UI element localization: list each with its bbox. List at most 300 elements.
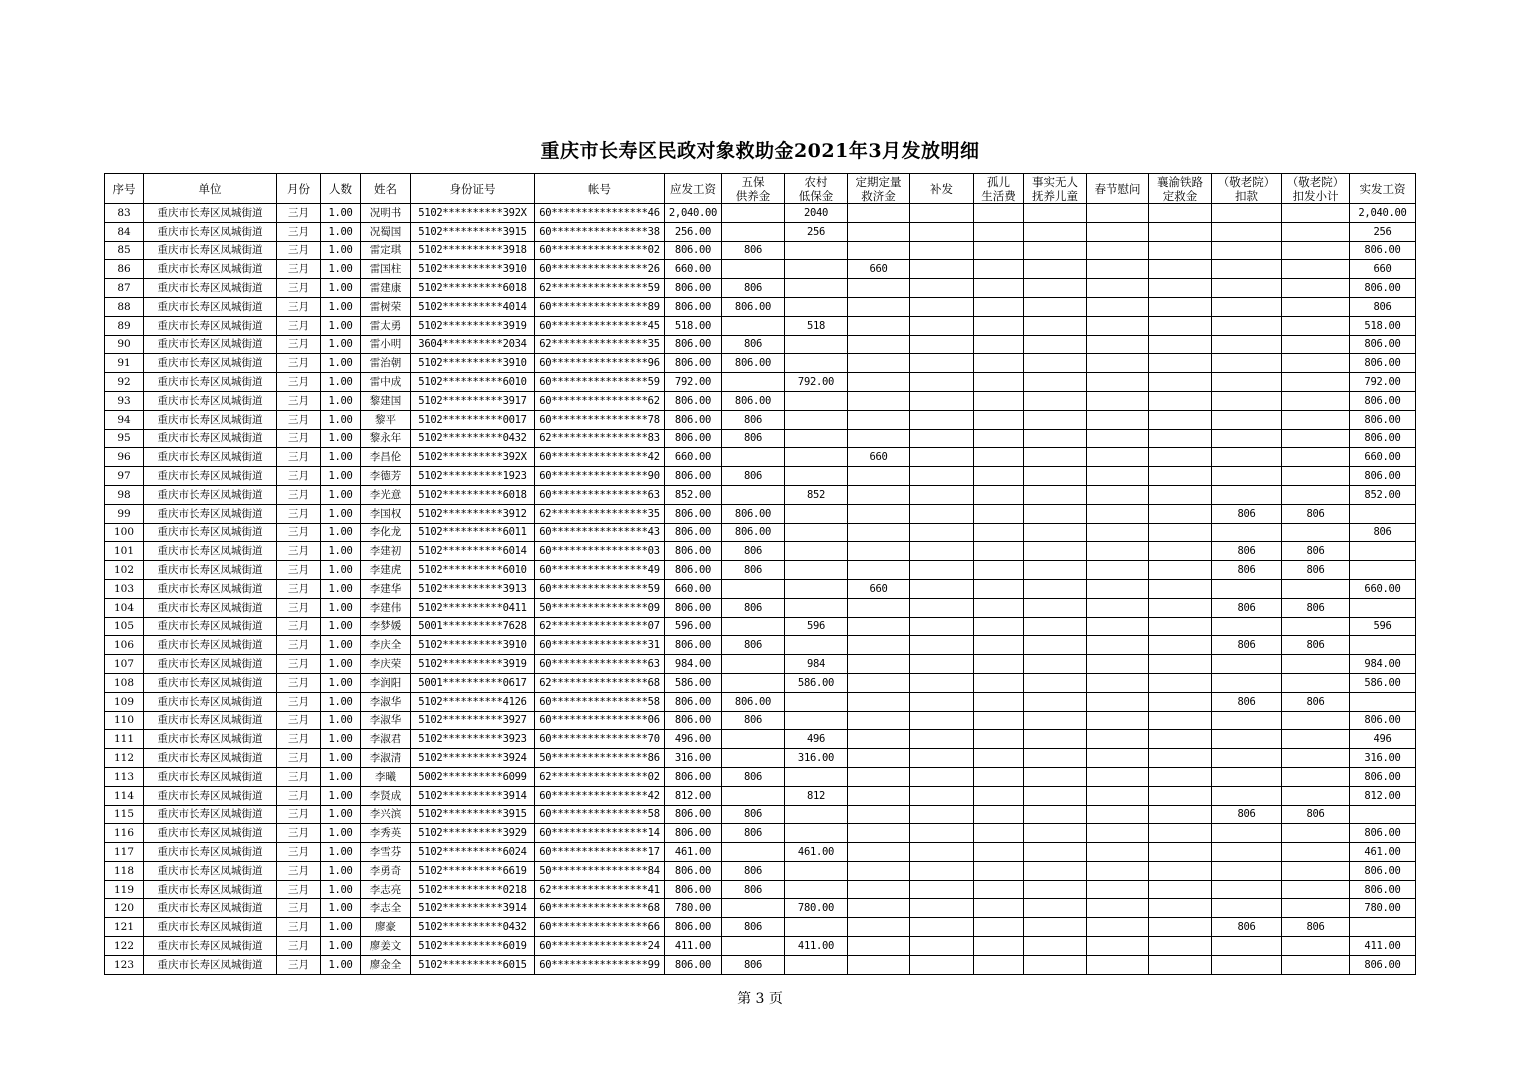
table-row: [105, 561, 1416, 580]
payable-cell: 411.00: [665, 937, 722, 956]
orphan-allowance-cell: [974, 843, 1024, 862]
id-number-cell: 5102**********3910: [411, 260, 535, 279]
name-cell: 李德芳: [361, 467, 411, 486]
account-cell: 60****************68: [535, 899, 665, 918]
unsupported-child-cell: [1024, 523, 1087, 542]
month-cell: 三月: [277, 542, 321, 561]
five-guarantee-cell: 806: [722, 880, 785, 899]
railway-relief-cell: [1149, 391, 1212, 410]
railway-relief-cell: [1149, 918, 1212, 937]
month-cell: 三月: [277, 241, 321, 260]
account-cell: 60****************96: [535, 354, 665, 373]
name-cell: 李志亮: [361, 880, 411, 899]
regular-relief-cell: [848, 391, 910, 410]
month-cell: 三月: [277, 504, 321, 523]
five-guarantee-cell: 806.00: [722, 692, 785, 711]
railway-relief-cell: [1149, 749, 1212, 768]
name-cell: 廖豪: [361, 918, 411, 937]
name-cell: 李淑清: [361, 749, 411, 768]
payable-cell: 806.00: [665, 241, 722, 260]
page-title: 重庆市长寿区民政对象救助金2021年3月发放明细: [540, 140, 980, 162]
month-cell: 三月: [277, 880, 321, 899]
table-row: [105, 467, 1416, 486]
railway-relief-cell: [1149, 485, 1212, 504]
unsupported-child-cell: [1024, 880, 1087, 899]
seq-cell: 99: [105, 504, 144, 523]
rural-subsistence-cell: [785, 861, 848, 880]
back-pay-cell: [910, 730, 974, 749]
rural-subsistence-cell: [785, 579, 848, 598]
spring-festival-cell: [1087, 241, 1149, 260]
payable-cell: 806.00: [665, 880, 722, 899]
unit-cell: 重庆市长寿区凤城街道: [144, 373, 277, 392]
five-guarantee-cell: 806: [722, 805, 785, 824]
payable-cell: 806.00: [665, 711, 722, 730]
rural-subsistence-cell: 316.00: [785, 749, 848, 768]
nursing-deduction-cell: [1212, 673, 1282, 692]
id-number-cell: 5102**********6014: [411, 542, 535, 561]
seq-cell: 88: [105, 297, 144, 316]
id-number-cell: 5102**********4014: [411, 297, 535, 316]
name-cell: 况明书: [361, 204, 411, 223]
nursing-subtotal-cell: 806: [1282, 598, 1350, 617]
account-cell: 60****************45: [535, 316, 665, 335]
count-cell: 1.00: [321, 485, 361, 504]
nursing-deduction-cell: [1212, 297, 1282, 316]
railway-relief-cell: [1149, 711, 1212, 730]
id-number-cell: 5102**********3919: [411, 316, 535, 335]
table-row: [105, 373, 1416, 392]
unsupported-child-cell: [1024, 335, 1087, 354]
unit-cell: 重庆市长寿区凤城街道: [144, 861, 277, 880]
unit-cell: 重庆市长寿区凤城街道: [144, 542, 277, 561]
unsupported-child-cell: [1024, 542, 1087, 561]
unsupported-child-cell: [1024, 598, 1087, 617]
table-row: [105, 918, 1416, 937]
table-row: [105, 297, 1416, 316]
regular-relief-cell: [848, 354, 910, 373]
railway-relief-cell: [1149, 655, 1212, 674]
nursing-deduction-cell: [1212, 711, 1282, 730]
railway-relief-cell: [1149, 448, 1212, 467]
rural-subsistence-cell: 518: [785, 316, 848, 335]
seq-cell: 115: [105, 805, 144, 824]
back-pay-cell: [910, 373, 974, 392]
account-cell: 62****************83: [535, 429, 665, 448]
nursing-deduction-cell: [1212, 354, 1282, 373]
count-cell: 1.00: [321, 391, 361, 410]
actual-pay-cell: 852.00: [1350, 485, 1416, 504]
rural-subsistence-cell: 496: [785, 730, 848, 749]
id-number-cell: 5102**********3917: [411, 391, 535, 410]
back-pay-cell: [910, 655, 974, 674]
orphan-allowance-cell: [974, 316, 1024, 335]
month-cell: 三月: [277, 861, 321, 880]
month-cell: 三月: [277, 279, 321, 298]
unit-cell: 重庆市长寿区凤城街道: [144, 335, 277, 354]
account-cell: 60****************89: [535, 297, 665, 316]
rural-subsistence-cell: 596: [785, 617, 848, 636]
nursing-subtotal-cell: [1282, 655, 1350, 674]
column-header: 定期定量 救济金: [848, 174, 910, 204]
regular-relief-cell: [848, 730, 910, 749]
railway-relief-cell: [1149, 673, 1212, 692]
count-cell: 1.00: [321, 617, 361, 636]
table-row: [105, 204, 1416, 223]
rural-subsistence-cell: [785, 955, 848, 974]
account-cell: 60****************02: [535, 241, 665, 260]
unsupported-child-cell: [1024, 843, 1087, 862]
count-cell: 1.00: [321, 542, 361, 561]
payable-cell: 806.00: [665, 542, 722, 561]
month-cell: 三月: [277, 561, 321, 580]
name-cell: 李庆全: [361, 636, 411, 655]
count-cell: 1.00: [321, 767, 361, 786]
nursing-subtotal-cell: [1282, 730, 1350, 749]
back-pay-cell: [910, 673, 974, 692]
nursing-subtotal-cell: [1282, 429, 1350, 448]
month-cell: 三月: [277, 805, 321, 824]
regular-relief-cell: [848, 617, 910, 636]
column-header: 姓名: [361, 174, 411, 204]
nursing-subtotal-cell: 806: [1282, 561, 1350, 580]
account-cell: 60****************62: [535, 391, 665, 410]
id-number-cell: 5102**********0432: [411, 918, 535, 937]
rural-subsistence-cell: [785, 297, 848, 316]
nursing-deduction-cell: 806: [1212, 805, 1282, 824]
unsupported-child-cell: [1024, 448, 1087, 467]
nursing-subtotal-cell: [1282, 767, 1350, 786]
payable-cell: 806.00: [665, 297, 722, 316]
count-cell: 1.00: [321, 467, 361, 486]
month-cell: 三月: [277, 692, 321, 711]
unit-cell: 重庆市长寿区凤城街道: [144, 561, 277, 580]
actual-pay-cell: [1350, 598, 1416, 617]
unsupported-child-cell: [1024, 467, 1087, 486]
nursing-deduction-cell: 806: [1212, 598, 1282, 617]
actual-pay-cell: [1350, 561, 1416, 580]
rural-subsistence-cell: 256: [785, 222, 848, 241]
nursing-subtotal-cell: [1282, 673, 1350, 692]
nursing-deduction-cell: [1212, 316, 1282, 335]
spring-festival-cell: [1087, 617, 1149, 636]
nursing-deduction-cell: 806: [1212, 636, 1282, 655]
nursing-subtotal-cell: [1282, 391, 1350, 410]
regular-relief-cell: [848, 955, 910, 974]
month-cell: 三月: [277, 448, 321, 467]
table-row: [105, 937, 1416, 956]
orphan-allowance-cell: [974, 354, 1024, 373]
unsupported-child-cell: [1024, 655, 1087, 674]
name-cell: 李庆荣: [361, 655, 411, 674]
rural-subsistence-cell: [785, 354, 848, 373]
nursing-deduction-cell: [1212, 410, 1282, 429]
regular-relief-cell: [848, 410, 910, 429]
column-header: 春节慰问: [1087, 174, 1149, 204]
back-pay-cell: [910, 316, 974, 335]
unsupported-child-cell: [1024, 899, 1087, 918]
nursing-deduction-cell: [1212, 485, 1282, 504]
railway-relief-cell: [1149, 354, 1212, 373]
count-cell: 1.00: [321, 316, 361, 335]
column-header: （敬老院） 扣发小计: [1282, 174, 1350, 204]
five-guarantee-cell: 806: [722, 561, 785, 580]
seq-cell: 116: [105, 824, 144, 843]
regular-relief-cell: 660: [848, 448, 910, 467]
month-cell: 三月: [277, 410, 321, 429]
count-cell: 1.00: [321, 918, 361, 937]
id-number-cell: 5102**********3927: [411, 711, 535, 730]
spring-festival-cell: [1087, 918, 1149, 937]
seq-cell: 95: [105, 429, 144, 448]
spring-festival-cell: [1087, 429, 1149, 448]
nursing-subtotal-cell: [1282, 316, 1350, 335]
unsupported-child-cell: [1024, 241, 1087, 260]
nursing-deduction-cell: [1212, 241, 1282, 260]
unsupported-child-cell: [1024, 429, 1087, 448]
table-row: [105, 730, 1416, 749]
actual-pay-cell: 792.00: [1350, 373, 1416, 392]
rural-subsistence-cell: [785, 260, 848, 279]
five-guarantee-cell: 806: [722, 636, 785, 655]
unsupported-child-cell: [1024, 561, 1087, 580]
back-pay-cell: [910, 429, 974, 448]
column-header: 五保 供养金: [722, 174, 785, 204]
railway-relief-cell: [1149, 561, 1212, 580]
id-number-cell: 5102**********392X: [411, 204, 535, 223]
five-guarantee-cell: 806: [722, 711, 785, 730]
table-row: [105, 824, 1416, 843]
back-pay-cell: [910, 711, 974, 730]
unsupported-child-cell: [1024, 354, 1087, 373]
railway-relief-cell: [1149, 730, 1212, 749]
count-cell: 1.00: [321, 955, 361, 974]
month-cell: 三月: [277, 749, 321, 768]
month-cell: 三月: [277, 711, 321, 730]
unit-cell: 重庆市长寿区凤城街道: [144, 673, 277, 692]
actual-pay-cell: 256: [1350, 222, 1416, 241]
name-cell: 李志全: [361, 899, 411, 918]
five-guarantee-cell: 806: [722, 918, 785, 937]
rural-subsistence-cell: [785, 805, 848, 824]
payable-cell: 792.00: [665, 373, 722, 392]
rural-subsistence-cell: [785, 391, 848, 410]
rural-subsistence-cell: [785, 918, 848, 937]
payable-cell: 806.00: [665, 504, 722, 523]
account-cell: 60****************58: [535, 692, 665, 711]
railway-relief-cell: [1149, 222, 1212, 241]
orphan-allowance-cell: [974, 523, 1024, 542]
orphan-allowance-cell: [974, 937, 1024, 956]
orphan-allowance-cell: [974, 260, 1024, 279]
orphan-allowance-cell: [974, 373, 1024, 392]
payable-cell: 806.00: [665, 523, 722, 542]
account-cell: 60****************99: [535, 955, 665, 974]
count-cell: 1.00: [321, 673, 361, 692]
nursing-subtotal-cell: [1282, 222, 1350, 241]
account-cell: 62****************68: [535, 673, 665, 692]
table-row: [105, 749, 1416, 768]
railway-relief-cell: [1149, 410, 1212, 429]
account-cell: 60****************06: [535, 711, 665, 730]
name-cell: 李勇奇: [361, 861, 411, 880]
spring-festival-cell: [1087, 937, 1149, 956]
id-number-cell: 3604**********2034: [411, 335, 535, 354]
railway-relief-cell: [1149, 241, 1212, 260]
five-guarantee-cell: 806: [722, 335, 785, 354]
nursing-deduction-cell: [1212, 730, 1282, 749]
regular-relief-cell: [848, 373, 910, 392]
nursing-deduction-cell: [1212, 391, 1282, 410]
count-cell: 1.00: [321, 260, 361, 279]
id-number-cell: 5102**********3915: [411, 222, 535, 241]
seq-cell: 89: [105, 316, 144, 335]
five-guarantee-cell: 806.00: [722, 354, 785, 373]
actual-pay-cell: [1350, 805, 1416, 824]
seq-cell: 121: [105, 918, 144, 937]
back-pay-cell: [910, 335, 974, 354]
count-cell: 1.00: [321, 861, 361, 880]
payable-cell: 806.00: [665, 955, 722, 974]
unsupported-child-cell: [1024, 711, 1087, 730]
month-cell: 三月: [277, 824, 321, 843]
five-guarantee-cell: 806.00: [722, 391, 785, 410]
id-number-cell: 5102**********6010: [411, 373, 535, 392]
regular-relief-cell: [848, 767, 910, 786]
orphan-allowance-cell: [974, 598, 1024, 617]
table-row: [105, 448, 1416, 467]
table-row: [105, 222, 1416, 241]
railway-relief-cell: [1149, 279, 1212, 298]
unit-cell: 重庆市长寿区凤城街道: [144, 899, 277, 918]
five-guarantee-cell: 806: [722, 598, 785, 617]
rural-subsistence-cell: [785, 241, 848, 260]
back-pay-cell: [910, 824, 974, 843]
unit-cell: 重庆市长寿区凤城街道: [144, 655, 277, 674]
name-cell: 李建华: [361, 579, 411, 598]
nursing-subtotal-cell: [1282, 297, 1350, 316]
account-cell: 60****************43: [535, 523, 665, 542]
nursing-subtotal-cell: [1282, 467, 1350, 486]
five-guarantee-cell: 806: [722, 955, 785, 974]
column-header: 补发: [910, 174, 974, 204]
month-cell: 三月: [277, 617, 321, 636]
orphan-allowance-cell: [974, 504, 1024, 523]
nursing-deduction-cell: 806: [1212, 542, 1282, 561]
unit-cell: 重庆市长寿区凤城街道: [144, 241, 277, 260]
five-guarantee-cell: 806: [722, 279, 785, 298]
spring-festival-cell: [1087, 899, 1149, 918]
spring-festival-cell: [1087, 448, 1149, 467]
table-row: [105, 786, 1416, 805]
spring-festival-cell: [1087, 204, 1149, 223]
unit-cell: 重庆市长寿区凤城街道: [144, 730, 277, 749]
orphan-allowance-cell: [974, 241, 1024, 260]
table-row: [105, 636, 1416, 655]
regular-relief-cell: [848, 485, 910, 504]
seq-cell: 101: [105, 542, 144, 561]
table-row: [105, 391, 1416, 410]
id-number-cell: 5102**********3910: [411, 636, 535, 655]
spring-festival-cell: [1087, 711, 1149, 730]
spring-festival-cell: [1087, 467, 1149, 486]
id-number-cell: 5002**********6099: [411, 767, 535, 786]
railway-relief-cell: [1149, 786, 1212, 805]
seq-cell: 83: [105, 204, 144, 223]
rural-subsistence-cell: [785, 598, 848, 617]
railway-relief-cell: [1149, 467, 1212, 486]
regular-relief-cell: [848, 673, 910, 692]
spring-festival-cell: [1087, 824, 1149, 843]
table-row: [105, 805, 1416, 824]
actual-pay-cell: 806.00: [1350, 241, 1416, 260]
five-guarantee-cell: 806: [722, 241, 785, 260]
nursing-subtotal-cell: [1282, 448, 1350, 467]
account-cell: 60****************14: [535, 824, 665, 843]
payable-cell: 2,040.00: [665, 204, 722, 223]
rural-subsistence-cell: [785, 636, 848, 655]
count-cell: 1.00: [321, 899, 361, 918]
regular-relief-cell: 660: [848, 579, 910, 598]
actual-pay-cell: [1350, 918, 1416, 937]
month-cell: 三月: [277, 467, 321, 486]
rural-subsistence-cell: 411.00: [785, 937, 848, 956]
id-number-cell: 5102**********6019: [411, 937, 535, 956]
unsupported-child-cell: [1024, 918, 1087, 937]
column-header: 序号: [105, 174, 144, 204]
unit-cell: 重庆市长寿区凤城街道: [144, 523, 277, 542]
unsupported-child-cell: [1024, 297, 1087, 316]
railway-relief-cell: [1149, 523, 1212, 542]
account-cell: 60****************70: [535, 730, 665, 749]
nursing-deduction-cell: [1212, 222, 1282, 241]
orphan-allowance-cell: [974, 448, 1024, 467]
five-guarantee-cell: [722, 843, 785, 862]
payable-cell: 806.00: [665, 279, 722, 298]
regular-relief-cell: [848, 824, 910, 843]
regular-relief-cell: [848, 429, 910, 448]
railway-relief-cell: [1149, 636, 1212, 655]
nursing-subtotal-cell: [1282, 485, 1350, 504]
rural-subsistence-cell: 780.00: [785, 899, 848, 918]
id-number-cell: 5102**********4126: [411, 692, 535, 711]
unit-cell: 重庆市长寿区凤城街道: [144, 617, 277, 636]
five-guarantee-cell: [722, 260, 785, 279]
nursing-subtotal-cell: 806: [1282, 918, 1350, 937]
spring-festival-cell: [1087, 955, 1149, 974]
back-pay-cell: [910, 410, 974, 429]
actual-pay-cell: [1350, 504, 1416, 523]
nursing-subtotal-cell: [1282, 241, 1350, 260]
unit-cell: 重庆市长寿区凤城街道: [144, 222, 277, 241]
count-cell: 1.00: [321, 636, 361, 655]
name-cell: 况蜀国: [361, 222, 411, 241]
unit-cell: 重庆市长寿区凤城街道: [144, 279, 277, 298]
seq-cell: 122: [105, 937, 144, 956]
spring-festival-cell: [1087, 692, 1149, 711]
name-cell: 李淑君: [361, 730, 411, 749]
actual-pay-cell: 496: [1350, 730, 1416, 749]
account-cell: 60****************03: [535, 542, 665, 561]
unit-cell: 重庆市长寿区凤城街道: [144, 485, 277, 504]
account-cell: 60****************24: [535, 937, 665, 956]
month-cell: 三月: [277, 260, 321, 279]
nursing-subtotal-cell: [1282, 617, 1350, 636]
table-row: [105, 899, 1416, 918]
regular-relief-cell: [848, 598, 910, 617]
orphan-allowance-cell: [974, 673, 1024, 692]
railway-relief-cell: [1149, 617, 1212, 636]
